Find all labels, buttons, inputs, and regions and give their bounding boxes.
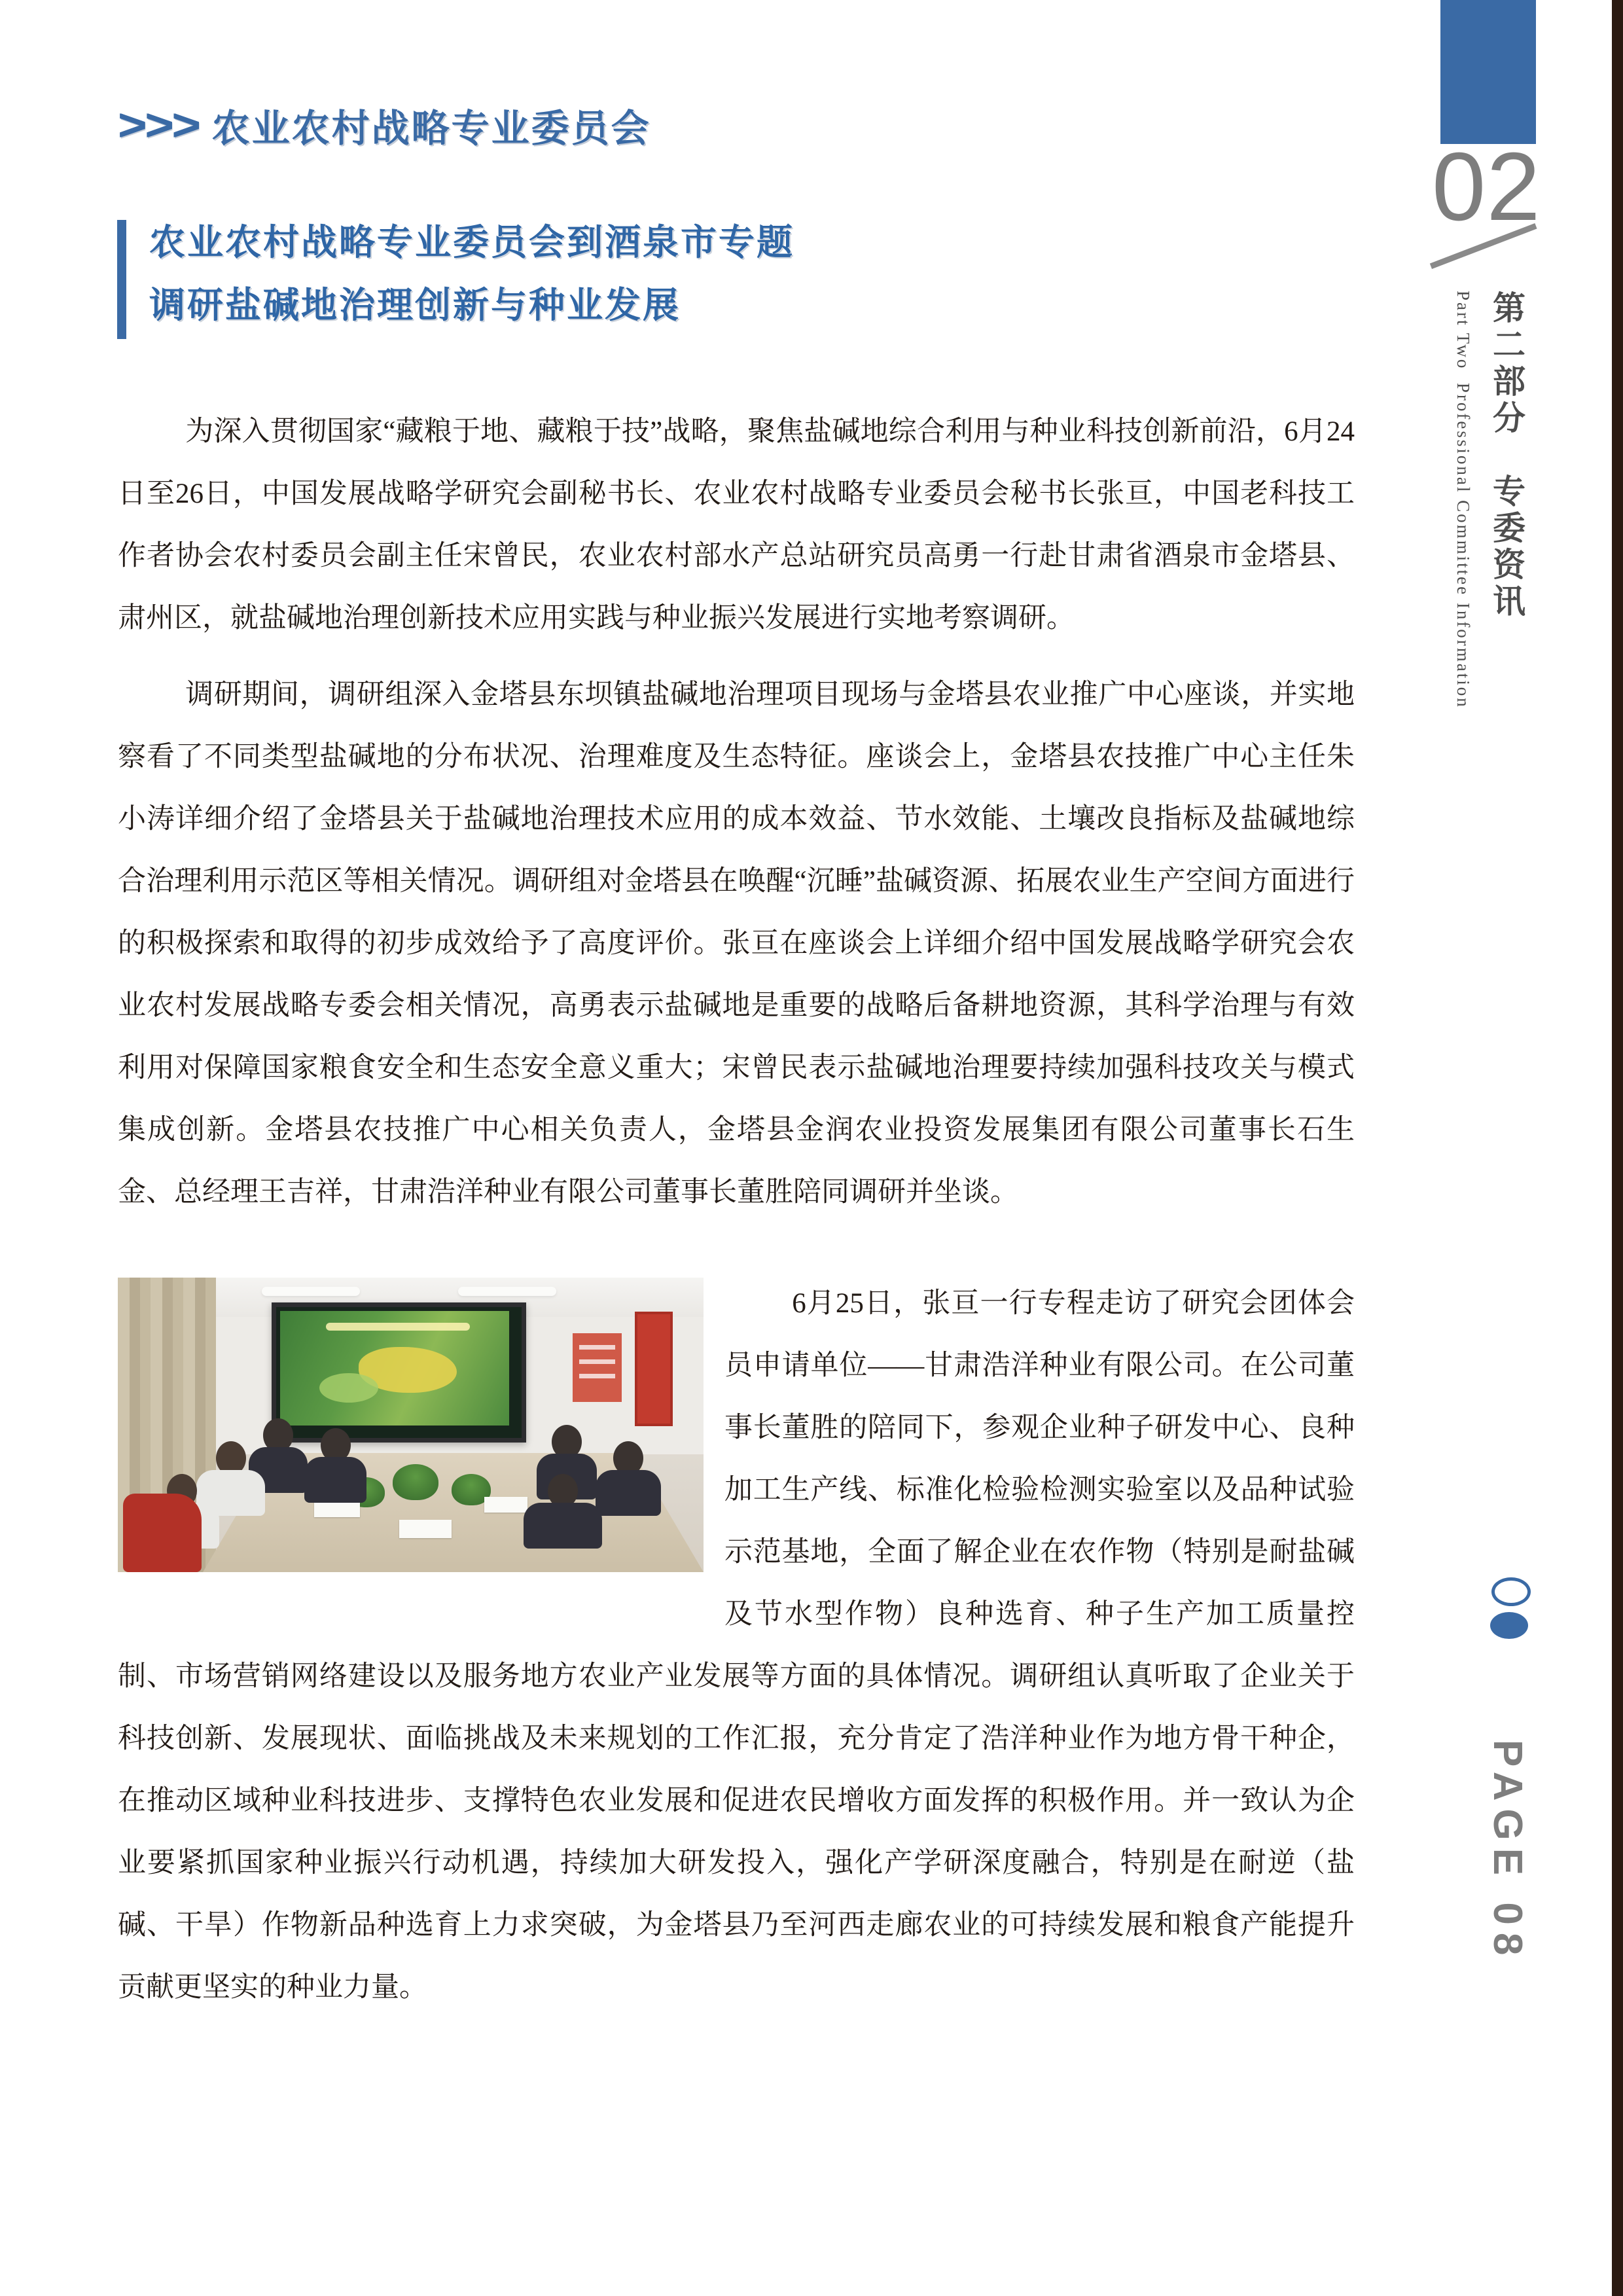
article-title-line1: 农业农村战略专业委员会到酒泉市专题 xyxy=(149,222,795,262)
sidebar-hollow-circle-icon xyxy=(1491,1577,1531,1606)
photo-ceiling-light xyxy=(458,1287,556,1296)
sidebar-page-number: PAGE 08 xyxy=(1485,1740,1530,1964)
article-body xyxy=(118,401,1355,2018)
photo-poster-line xyxy=(579,1359,615,1364)
sidebar-part-label-cn: 第二部分 专委资讯 xyxy=(1488,291,1525,620)
triple-chevron-icon: >>> xyxy=(118,99,199,150)
photo-paper xyxy=(399,1520,452,1538)
photo-plant xyxy=(393,1464,438,1500)
article-title xyxy=(149,211,1262,336)
article-title-line2: 调研盐碱地治理创新与种业发展 xyxy=(149,285,681,325)
sidebar-filled-circle-icon xyxy=(1490,1612,1528,1639)
photo-poster-line xyxy=(579,1345,615,1350)
sidebar-section-number: 02 xyxy=(1432,133,1541,241)
photo-ceiling-light xyxy=(262,1287,360,1296)
paragraph-3-text: 6月25日，张亘一行专程走访了研究会团体会员申请单位——甘肃浩洋种业有限公司。在公司董事长董胜的陪同下，参观企业种子研发中心、良种加工生产线、标准化检验检测实验室以及品种试验示范基地，全面了解企业在农作物（特别是耐盐碱及节水型作物）良种选育、种子生产加工质量控制、市场营销网络建设以及服务地方农业产业发展等方面的具体情况。调研组认真听取了企业关于科技创新、发展现状、面临挑战及未来规划的工作汇报，充分肯定了浩洋种业作为地方骨干种企，在推动区域种业科技进步、支撑特色农业发展和促进农民增收方面发挥的积极作用。并一致认为企业要紧抓国家种业振兴行动机遇，持续加大研发投入，强化产学研深度融合，特别是在耐逆（盐碱、干旱）作物新品种选育上力求突破，为金塔县乃至河西走廊农业的可持续发展和粮食产能提升贡献更坚实的种业力量。 xyxy=(118,1288,1355,2003)
photo-poster-line xyxy=(579,1374,615,1378)
meeting-photo xyxy=(118,1278,704,1572)
photo-projection-screen xyxy=(272,1302,526,1443)
paragraph-1: 为深入贯彻国家“藏粮于地、藏粮于技”战略，聚焦盐碱地综合利用与种业科技创新前沿，6月24日至26日，中国发展战略学研究会副秘书长、农业农村战略专业委员会秘书长张亘，中国老科技工作者协会农村委员会副主任宋曾民，农业农村部水产总站研究员高勇一行赴甘肃省酒泉市金塔县、肃州区，就盐碱地治理创新技术应用实践与种业振兴发展进行实地考察调研。 xyxy=(118,416,1355,634)
photo-slide-title xyxy=(326,1323,470,1331)
sidebar-part-label-en: Part Two Professional Committee Information xyxy=(1454,291,1473,709)
section-header-title: 农业农村战略专业委员会 xyxy=(211,107,651,150)
page-edge-shadow xyxy=(1612,0,1623,2296)
photo-red-chair xyxy=(123,1494,202,1572)
sidebar-accent-rectangle xyxy=(1440,0,1536,144)
photo-attendee xyxy=(524,1474,602,1572)
photo-slide-map xyxy=(280,1311,509,1426)
photo-attendee xyxy=(596,1441,661,1525)
section-header xyxy=(118,97,651,152)
photo-attendee xyxy=(304,1428,366,1507)
photo-map-area xyxy=(319,1373,378,1403)
paragraph-3 xyxy=(118,1272,1355,2018)
photo-red-banner xyxy=(635,1312,673,1426)
photo-red-poster xyxy=(573,1333,622,1402)
title-accent-bar xyxy=(117,220,126,339)
paragraph-2: 调研期间，调研组深入金塔县东坝镇盐碱地治理项目现场与金塔县农业推广中心座谈，并实地察看了不同类型盐碱地的分布状况、治理难度及生态特征。座谈会上，金塔县农技推广中心主任朱小涛详细介绍了金塔县关于盐碱地治理技术应用的成本效益、节水效能、土壤改良指标及盐碱地综合治理利用示范区等相关情况。调研组对金塔县在唤醒“沉睡”盐碱资源、拓展农业生产空间方面进行的积极探索和取得的初步成效给予了高度评价。张亘在座谈会上详细介绍中国发展战略学研究会农业农村发展战略专委会相关情况，高勇表示盐碱地是重要的战略后备耕地资源，其科学治理与有效利用对保障国家粮食安全和生态安全意义重大；宋曾民表示盐碱地治理要持续加强科技攻关与模式集成创新。金塔县农技推广中心相关负责人，金塔县金润农业投资发展集团有限公司董事长石生金、总经理王吉祥，甘肃浩洋种业有限公司董事长董胜陪同调研并坐谈。 xyxy=(118,679,1355,1208)
photo-paper xyxy=(484,1497,527,1513)
